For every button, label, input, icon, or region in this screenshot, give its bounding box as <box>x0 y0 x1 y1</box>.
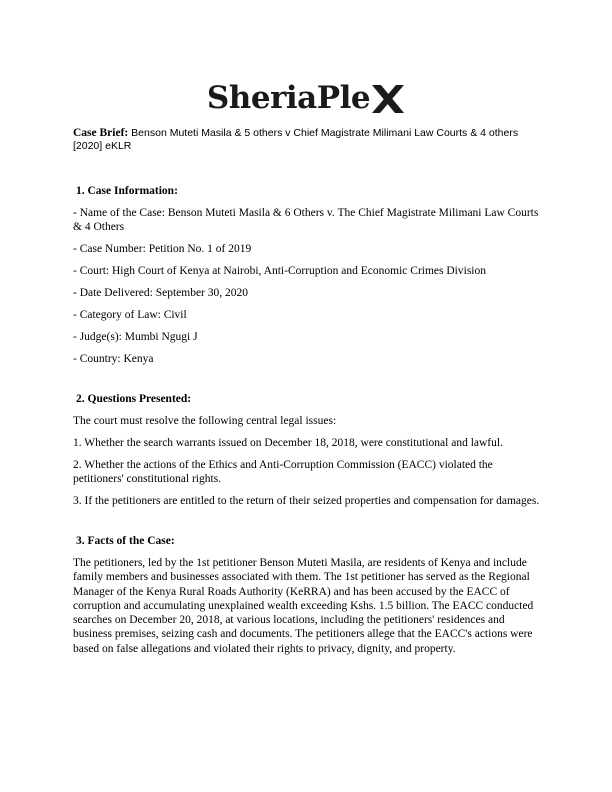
section-questions-presented <box>73 392 543 508</box>
case-name: - Name of the Case: Benson Muteti Masila & 6 Others v. The Chief Magistrate Milimani Law Courts & 4 Others <box>73 207 539 233</box>
section-case-information <box>73 184 543 366</box>
case-brief-text: Benson Muteti Masila & 5 others v Chief Magistrate Milimani Law Courts & 4 others [2020] eKLR <box>73 127 519 152</box>
section-heading: 3. Facts of the Case: <box>76 535 175 547</box>
facts-paragraph: The petitioners, led by the 1st petitioner Benson Muteti Masila, are residents of Kenya and include family members and businesses associated with them. The 1st petitioner has served as the Regional Manager of the Kenya Rural Roads Authority (KeRRA) and has been accused by the EACC of corruption and accumulating unexplained wealth exceeding Kshs. 1.5 billion. The EACC conducted searches on December 20, 2018, at various locations, including the petitioners' residences and business premises, seizing cash and documents. The petitioners allege that the EACC's actions were based on false allegations and violated their rights to privacy, dignity, and property. <box>73 557 534 655</box>
question-item: 1. Whether the search warrants issued on December 18, 2018, were constitutional and lawful. <box>73 437 503 449</box>
section-facts <box>73 534 543 656</box>
section-heading: 1. Case Information: <box>76 185 178 197</box>
logo-wordmark: SheriaPle <box>206 80 371 116</box>
case-category: - Category of Law: Civil <box>73 309 187 321</box>
question-item: 3. If the petitioners are entitled to the return of their seized properties and compensation for damages. <box>73 495 540 507</box>
section-heading: 2. Questions Presented: <box>76 393 192 405</box>
case-court: - Court: High Court of Kenya at Nairobi, Anti-Corruption and Economic Crimes Division <box>73 265 486 277</box>
case-brief-title <box>73 127 543 153</box>
sheriaplex-logo <box>0 80 612 116</box>
case-number: - Case Number: Petition No. 1 of 2019 <box>73 243 252 255</box>
case-country: - Country: Kenya <box>73 353 154 365</box>
case-date: - Date Delivered: September 30, 2020 <box>73 287 248 299</box>
logo-x-icon <box>371 84 405 114</box>
case-judge: - Judge(s): Mumbi Ngugi J <box>73 331 198 343</box>
case-brief-label: Case Brief: <box>73 127 129 139</box>
questions-intro: The court must resolve the following central legal issues: <box>73 415 337 427</box>
question-item: 2. Whether the actions of the Ethics and Anti-Corruption Commission (EACC) violated the petitioners' constitutional rights. <box>73 459 493 485</box>
document-body <box>73 184 543 656</box>
